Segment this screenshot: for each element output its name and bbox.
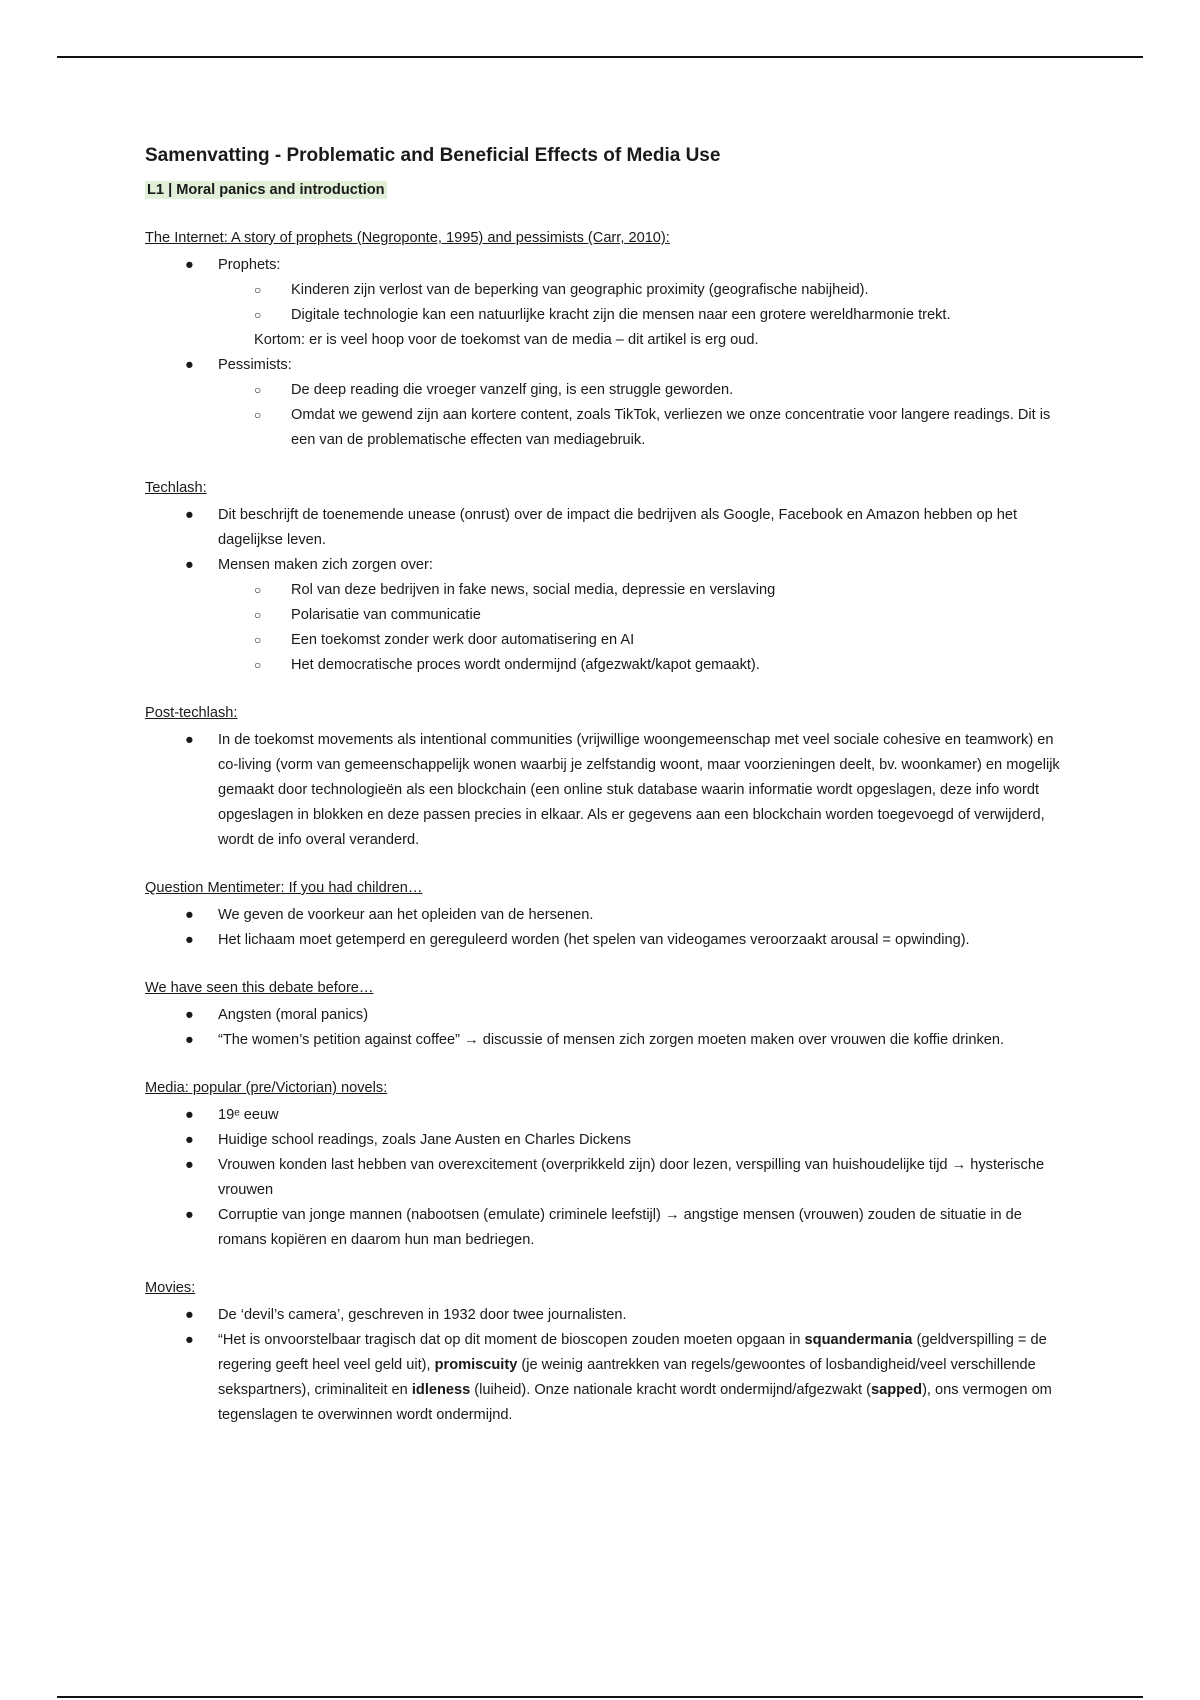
list-item-text: Het democratische proces wordt ondermijnd (afgezwakt/kapot gemaakt). xyxy=(291,657,760,673)
bold-term: promiscuity xyxy=(434,1357,518,1373)
bold-term: squandermania xyxy=(804,1332,913,1348)
sub-list-item xyxy=(218,603,1065,628)
list-item-text: Vrouwen konden last hebben van overexcitement (overprikkeld zijn) door lezen, verspilling van huishoudelijke tijd → hysterische vrouwen xyxy=(218,1157,1045,1198)
list-item xyxy=(145,1128,1065,1153)
list-item xyxy=(145,1328,1065,1428)
list-item xyxy=(145,1003,1065,1028)
sub-list xyxy=(218,378,1065,453)
bullet-icon: ● xyxy=(185,1157,194,1173)
bullet-icon: ● xyxy=(185,932,194,948)
list-item-text: Prophets: xyxy=(218,257,281,273)
list-item xyxy=(145,503,1065,553)
bullet-icon: ● xyxy=(185,257,194,273)
list-item xyxy=(145,928,1065,953)
bullet-list xyxy=(145,1303,1065,1428)
list-item xyxy=(145,1103,1065,1128)
bullet-icon: ● xyxy=(185,507,194,523)
bullet-icon: ● xyxy=(185,357,194,373)
list-item-text: Mensen maken zich zorgen over: xyxy=(218,557,433,573)
circle-bullet-icon: ○ xyxy=(254,583,262,597)
list-item-text: De ‘devil’s camera’, geschreven in 1932 door twee journalisten. xyxy=(218,1307,627,1323)
list-item-text: Kinderen zijn verlost van de beperking van geographic proximity (geografische nabijheid). xyxy=(291,282,869,298)
list-item-text: Een toekomst zonder werk door automatisering en AI xyxy=(291,632,635,648)
circle-bullet-icon: ○ xyxy=(254,633,262,647)
list-item xyxy=(145,1028,1065,1053)
list-item xyxy=(145,1303,1065,1328)
summary-note: Kortom: er is veel hoop voor de toekomst van de media – dit artikel is erg oud. xyxy=(254,332,759,348)
header-rule xyxy=(57,56,1143,58)
list-item-text: In de toekomst movements als intentional communities (vrijwillige woongemeenschap met veel sociale cohesive en teamwork) en co-living (vorm van gemeenschappelijk wonen waarbij je zelfstandig woont, maar voorzieningen deelt, bv. woonkamer) en mogelijk gemaakt door technologieën als een blockchain (een online stuk database waarin informatie wordt opgeslagen, deze info wordt opgeslagen in blokken en deze passen precies in elkaar. Als er gegevens aan een blockchain worden toegevoegd of verwijderd, wordt de info overal veranderd. xyxy=(218,732,1060,848)
section-heading: We have seen this debate before… xyxy=(145,980,374,996)
section-heading: Techlash: xyxy=(145,480,207,496)
bullet-icon: ● xyxy=(185,1332,194,1348)
bullet-icon: ● xyxy=(185,1132,194,1148)
section-post-techlash xyxy=(145,702,1065,853)
list-item xyxy=(145,903,1065,928)
bullet-icon: ● xyxy=(185,1007,194,1023)
sub-list xyxy=(218,278,1065,328)
bullet-icon: ● xyxy=(185,907,194,923)
list-item-text: 19ᵉ eeuw xyxy=(218,1107,279,1123)
circle-bullet-icon: ○ xyxy=(254,308,262,322)
lecture-heading: L1 | Moral panics and introduction xyxy=(147,182,385,198)
section-techlash xyxy=(145,477,1065,678)
section-heading: Question Mentimeter: If you had children… xyxy=(145,880,423,896)
bold-term: sapped xyxy=(870,1382,923,1398)
bullet-list xyxy=(145,1003,1065,1053)
section-heading: Movies: xyxy=(145,1280,196,1296)
sub-list-item xyxy=(218,303,1065,328)
section-internet xyxy=(145,227,1065,453)
sub-list xyxy=(218,578,1065,678)
circle-bullet-icon: ○ xyxy=(254,408,262,422)
list-item-text: “The women’s petition against coffee” → discussie of mensen zich zorgen moeten maken over vrouwen die koffie drinken. xyxy=(218,1032,1005,1048)
bullet-icon: ● xyxy=(185,1107,194,1123)
bullet-icon: ● xyxy=(185,732,194,748)
list-item xyxy=(145,728,1065,853)
sub-list-item xyxy=(218,403,1065,453)
section-debate xyxy=(145,977,1065,1053)
sub-list-item xyxy=(218,278,1065,303)
bullet-icon: ● xyxy=(185,557,194,573)
section-novels xyxy=(145,1077,1065,1253)
circle-bullet-icon: ○ xyxy=(254,383,262,397)
sub-list-item xyxy=(218,378,1065,403)
list-item-text: De deep reading die vroeger vanzelf ging, is een struggle geworden. xyxy=(291,382,734,398)
bullet-icon: ● xyxy=(185,1307,194,1323)
list-item xyxy=(145,1203,1065,1253)
bullet-list xyxy=(145,903,1065,953)
bullet-icon: ● xyxy=(185,1032,194,1048)
section-heading: The Internet: A story of prophets (Negroponte, 1995) and pessimists (Carr, 2010): xyxy=(145,230,670,246)
section-heading: Media: popular (pre/Victorian) novels: xyxy=(145,1080,388,1096)
list-item-text: Rol van deze bedrijven in fake news, social media, depressie en verslaving xyxy=(291,582,776,598)
section-mentimeter xyxy=(145,877,1065,953)
list-item xyxy=(145,253,1065,353)
sub-list-item xyxy=(218,653,1065,678)
list-item-text: Polarisatie van communicatie xyxy=(291,607,481,623)
document-page xyxy=(145,145,1065,1452)
list-item-text: Huidige school readings, zoals Jane Austen en Charles Dickens xyxy=(218,1132,631,1148)
section-movies xyxy=(145,1277,1065,1428)
list-item xyxy=(145,353,1065,453)
bullet-list xyxy=(145,503,1065,678)
quote-text: “Het is onvoorstelbaar tragisch dat op dit moment de bioscopen zouden moeten opgaan in squandermania (geldverspilling = de regering geeft heel veel geld uit), promiscuity (je weinig aantrekken van regels/gewoontes of losbandigheid/veel verschillende sekspartners), criminaliteit en idleness (luiheid). Onze nationale kracht wordt ondermijnd/afgezwakt (sapped), ons vermogen om tegenslagen te overwinnen wordt ondermijnd. xyxy=(218,1332,1052,1423)
circle-bullet-icon: ○ xyxy=(254,283,262,297)
sub-list-item xyxy=(218,578,1065,603)
bullet-icon: ● xyxy=(185,1207,194,1223)
list-item-text: Dit beschrijft de toenemende unease (onrust) over de impact die bedrijven als Google, Facebook en Amazon hebben op het dagelijkse leven. xyxy=(218,507,1018,548)
list-item-text: We geven de voorkeur aan het opleiden van de hersenen. xyxy=(218,907,594,923)
circle-bullet-icon: ○ xyxy=(254,608,262,622)
section-heading: Post-techlash: xyxy=(145,705,238,721)
bullet-list xyxy=(145,728,1065,853)
circle-bullet-icon: ○ xyxy=(254,658,262,672)
list-item xyxy=(145,1153,1065,1203)
bold-term: idleness xyxy=(411,1382,471,1398)
list-item-text: Digitale technologie kan een natuurlijke kracht zijn die mensen naar een grotere wereldharmonie trekt. xyxy=(291,307,951,323)
document-title: Samenvatting - Problematic and Beneficial Effects of Media Use xyxy=(145,145,721,166)
sub-list-item xyxy=(218,628,1065,653)
bullet-list xyxy=(145,253,1065,453)
list-item-text: Omdat we gewend zijn aan kortere content, zoals TikTok, verliezen we onze concentratie voor langere readings. Dit is een van de problematische effecten van mediagebruik. xyxy=(291,407,1051,448)
list-item-text: Het lichaam moet getemperd en gereguleerd worden (het spelen van videogames veroorzaakt arousal = opwinding). xyxy=(218,932,970,948)
footer-rule xyxy=(57,1696,1143,1698)
list-item-text: Pessimists: xyxy=(218,357,292,373)
bullet-list xyxy=(145,1103,1065,1253)
list-item xyxy=(145,553,1065,678)
list-item-text: Angsten (moral panics) xyxy=(218,1007,369,1023)
list-item-text: Corruptie van jonge mannen (nabootsen (emulate) criminele leefstijl) → angstige mensen (vrouwen) zouden de situatie in de romans kopiëren en daarom hun man bedriegen. xyxy=(218,1207,1022,1248)
